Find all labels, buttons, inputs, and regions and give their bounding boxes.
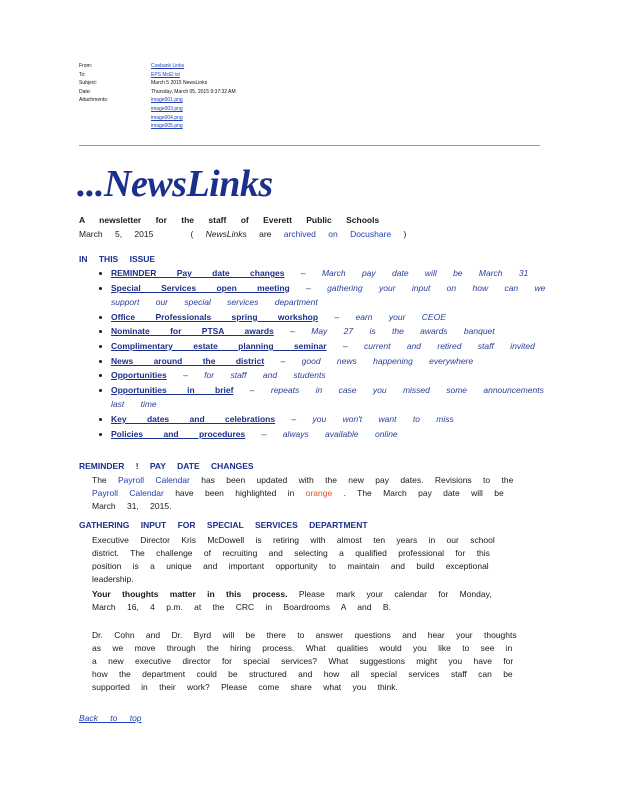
issue-link[interactable]: Complimentary estate planning seminar bbox=[111, 340, 327, 351]
reminder-text: The bbox=[92, 475, 119, 485]
issue-link[interactable]: Key dates and celebrations bbox=[111, 413, 276, 424]
paren-open: ( bbox=[190, 229, 206, 239]
attachment-link[interactable]: image003.png bbox=[151, 105, 183, 112]
payroll-calendar-link[interactable]: Payroll Calendar bbox=[118, 475, 190, 485]
reminder-paragraph bbox=[92, 474, 522, 513]
issue-date: March 5, 2015 bbox=[79, 229, 154, 239]
list-item bbox=[111, 383, 556, 412]
in-this-issue-title: IN THIS ISSUE bbox=[79, 254, 156, 264]
issue-date-line bbox=[79, 227, 539, 241]
issue-link[interactable]: News around the district bbox=[111, 355, 265, 366]
issue-link[interactable]: REMINDER Pay date changes bbox=[111, 268, 285, 278]
calendar-text: Please mark your calendar for Monday, March 16, 4 p.m. at the CRC in Boardrooms A and B. bbox=[92, 589, 492, 612]
list-item bbox=[111, 281, 556, 310]
issue-desc: – repeats in case you missed some announcements last time bbox=[111, 384, 544, 410]
issue-link[interactable]: Special Services open meeting bbox=[111, 282, 290, 293]
subject-row bbox=[79, 79, 236, 88]
list-item bbox=[111, 368, 556, 383]
intro-block bbox=[79, 213, 539, 241]
reminder-title: REMINDER ! PAY DATE CHANGES bbox=[79, 461, 254, 471]
issue-link[interactable]: Office Professionals spring workshop bbox=[111, 311, 319, 322]
list-item bbox=[111, 354, 556, 369]
header-divider bbox=[79, 145, 540, 146]
issue-desc: – gathering your input on how can we support our special services department bbox=[111, 282, 546, 308]
list-item bbox=[111, 266, 556, 281]
attachments-row bbox=[79, 96, 236, 130]
gathering-title: GATHERING INPUT FOR SPECIAL SERVICES DEPARTMENT bbox=[79, 520, 368, 530]
issue-link[interactable]: Opportunities in brief bbox=[111, 384, 234, 395]
subject-label: Subject: bbox=[79, 80, 98, 87]
from-row bbox=[79, 62, 236, 71]
issue-desc: – current and retired staff invited bbox=[326, 340, 535, 351]
newsletter-tagline: A newsletter for the staff of Everett Public Schools bbox=[79, 215, 380, 225]
gathering-paragraph-2 bbox=[92, 588, 522, 614]
issue-link[interactable]: Policies and procedures bbox=[111, 428, 246, 439]
archived-link[interactable]: archived on Docushare bbox=[283, 229, 392, 239]
orange-word: orange bbox=[305, 488, 333, 498]
email-header bbox=[79, 62, 236, 131]
list-item bbox=[111, 324, 556, 339]
newslinks-word: NewsLinks bbox=[205, 229, 247, 239]
to-link[interactable]: EPS McEl ist bbox=[151, 71, 180, 78]
issue-desc: – March pay date will be March 31 bbox=[284, 268, 529, 278]
paren-close: ) bbox=[391, 229, 407, 239]
reminder-text: . The March pay date will be March 31, 2015. bbox=[92, 488, 504, 511]
from-link[interactable]: Coebank Links bbox=[151, 63, 185, 69]
list-item bbox=[111, 427, 556, 442]
issue-desc: – always available online bbox=[245, 428, 398, 439]
list-item bbox=[111, 310, 556, 325]
date-row bbox=[79, 88, 236, 97]
reminder-text: have been highlighted in bbox=[163, 488, 306, 498]
issue-desc: – for staff and students bbox=[166, 370, 326, 381]
are-text: are bbox=[246, 229, 284, 239]
issue-desc: – earn your CEOE bbox=[318, 311, 446, 322]
to-label: To: bbox=[79, 71, 86, 78]
issue-link[interactable]: Opportunities bbox=[111, 370, 167, 381]
issue-list bbox=[95, 266, 556, 441]
thoughts-matter: Your thoughts matter in this process. bbox=[92, 589, 288, 599]
issue-desc: – May 27 is the awards banquet bbox=[273, 326, 495, 337]
list-item bbox=[111, 339, 556, 354]
from-label: From: bbox=[79, 63, 93, 69]
attachments-label: Attachments: bbox=[79, 97, 109, 104]
attachment-link[interactable]: image004.png bbox=[151, 114, 183, 121]
issue-desc: – good news happening everywhere bbox=[264, 355, 474, 366]
date-label: Date: bbox=[79, 88, 91, 95]
gathering-paragraph-3: Dr. Cohn and Dr. Byrd will be there to answer questions and hear your thoughts as we move through the hiring process. What qualities would you like to see in a new executive director for special services? What suggestions might you have for how the department could be structured and how all special services staff can be supported in their work? Please come share what you think. bbox=[92, 630, 517, 692]
list-item bbox=[111, 412, 556, 427]
newsletter-masthead: ...NewsLinks bbox=[77, 163, 273, 205]
gathering-paragraph-1: Executive Director Kris McDowell is retiring with almost ten years in our school district. The challenge of recruiting and selecting a qualified professional for this position is a unique and important opportunity to maintain and build exceptional leadership. bbox=[92, 535, 495, 584]
date-value: Thursday, March 05, 2015 9:37:32 AM bbox=[151, 88, 236, 95]
back-to-top-link[interactable]: Back to top bbox=[79, 713, 142, 723]
subject-value: March 5 2015 NewsLinks bbox=[151, 80, 208, 87]
attachment-link[interactable]: image001.png bbox=[151, 97, 183, 104]
issue-desc: – you won't want to miss bbox=[275, 413, 454, 424]
issue-link[interactable]: Nominate for PTSA awards bbox=[111, 326, 274, 337]
to-row bbox=[79, 71, 236, 80]
reminder-text: has been updated with the new pay dates. Revisions to the bbox=[189, 475, 514, 485]
payroll-calendar-link[interactable]: Payroll Calendar bbox=[92, 488, 164, 498]
attachment-link[interactable]: image005.png bbox=[151, 123, 183, 130]
